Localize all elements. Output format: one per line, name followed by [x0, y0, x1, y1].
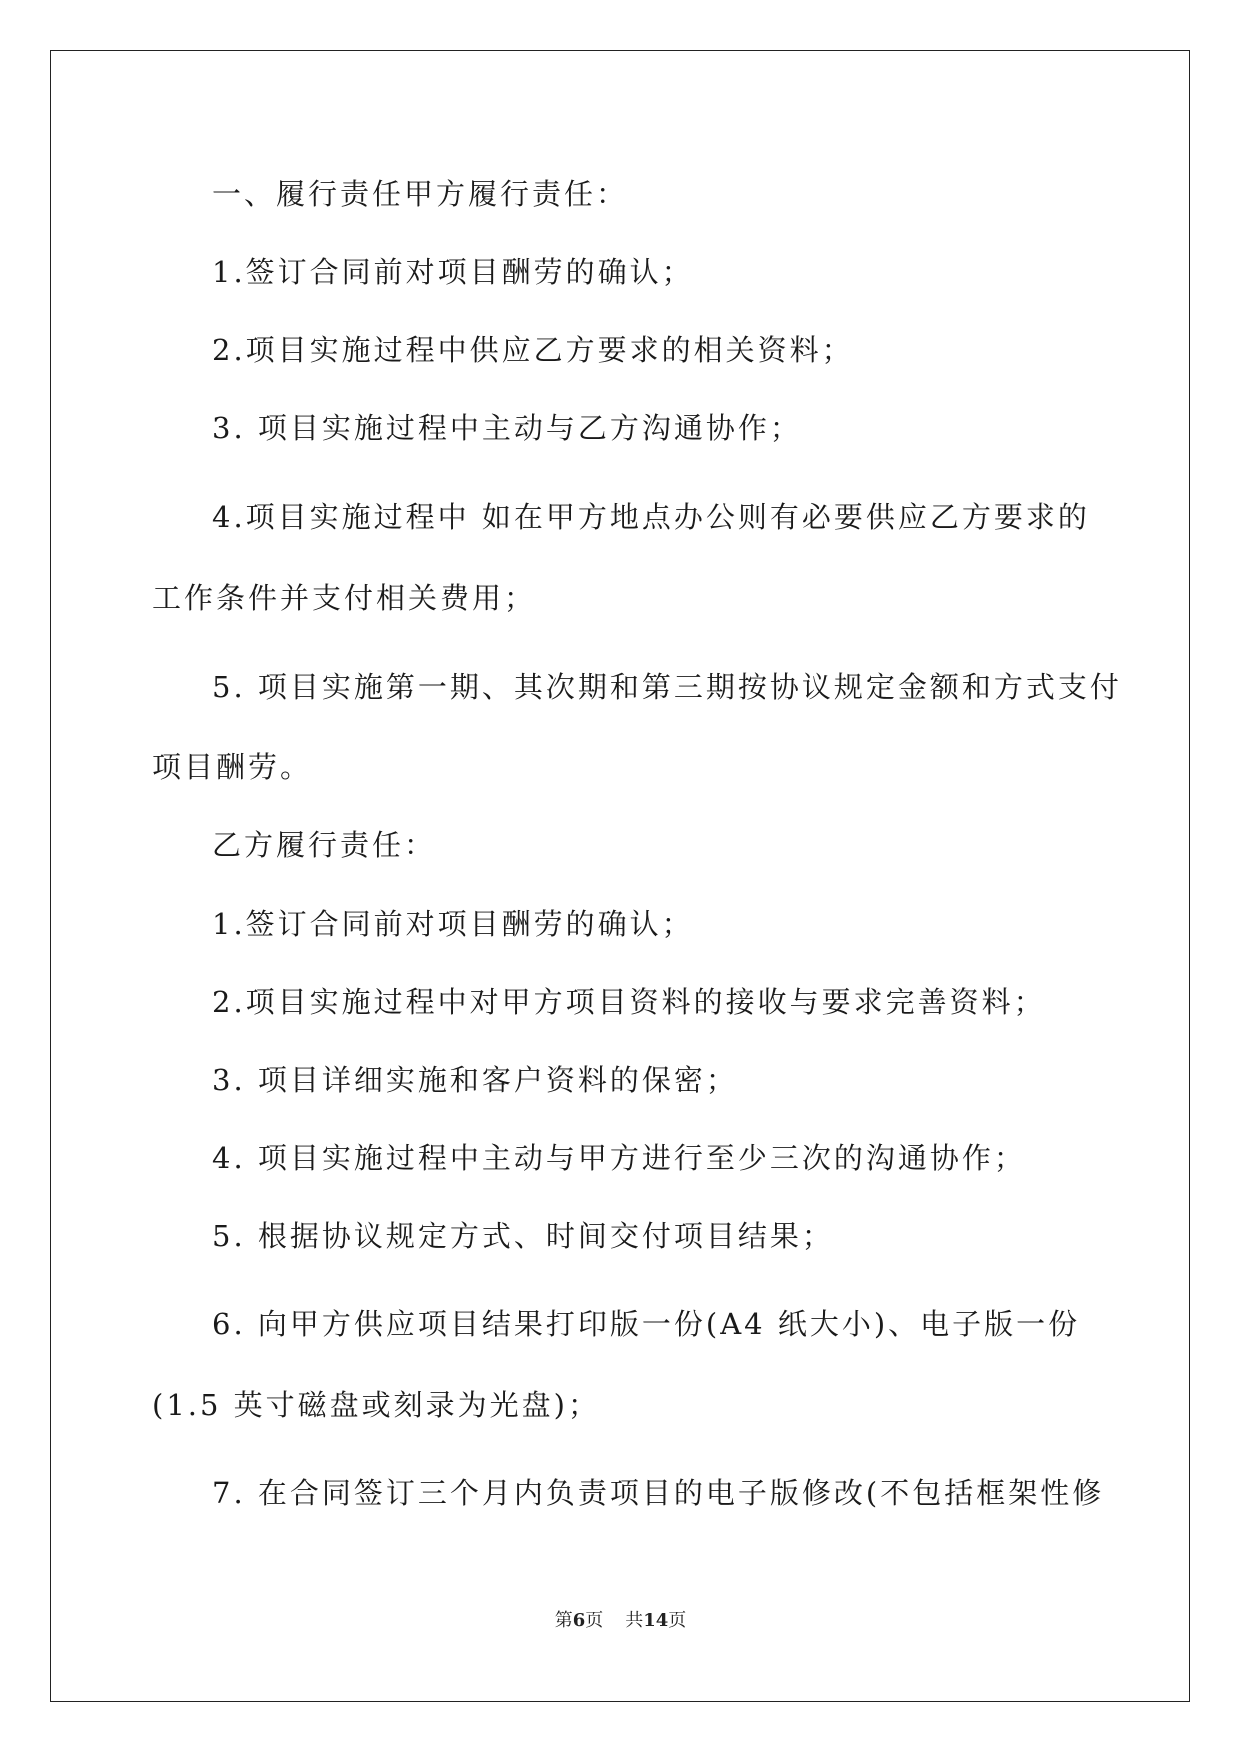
party-a-item-2: 2.项目实施过程中供应乙方要求的相关资料； — [212, 333, 854, 367]
page-frame — [50, 50, 1190, 1702]
party-a-item-4: 4.项目实施过程中 如在甲方地点办公则有必要供应乙方要求的 — [212, 500, 1090, 534]
page-number: 6 — [572, 1610, 586, 1631]
party-a-item-1: 1.签订合同前对项目酬劳的确认； — [212, 255, 694, 289]
party-b-heading: 乙方履行责任： — [212, 828, 437, 862]
party-b-item-3: 3. 项目详细实施和客户资料的保密； — [212, 1063, 738, 1097]
page-suffix: 页 — [585, 1610, 604, 1631]
party-a-item-5: 5. 项目实施第一期、其次期和第三期按协议规定金额和方式支付 — [212, 670, 1122, 704]
party-b-item-6: 6. 向甲方供应项目结果打印版一份(A4 纸大小)、电子版一份 — [212, 1307, 1081, 1341]
section-heading: 一、履行责任甲方履行责任： — [212, 177, 629, 211]
page-prefix: 第 — [554, 1610, 573, 1631]
party-b-item-1: 1.签订合同前对项目酬劳的确认； — [212, 907, 694, 941]
total-pages: 14 — [643, 1610, 669, 1631]
party-b-item-5: 5. 根据协议规定方式、时间交付项目结果； — [212, 1219, 834, 1253]
party-b-item-4: 4. 项目实施过程中主动与甲方进行至少三次的沟通协作； — [212, 1141, 1026, 1175]
party-b-item-2: 2.项目实施过程中对甲方项目资料的接收与要求完善资料； — [212, 985, 1046, 1019]
total-prefix: 共 — [625, 1610, 644, 1631]
party-b-item-6-continued: (1.5 英寸磁盘或刻录为光盘)； — [152, 1388, 600, 1422]
party-a-item-3: 3. 项目实施过程中主动与乙方沟通协作； — [212, 411, 802, 445]
party-a-item-5-continued: 项目酬劳。 — [152, 750, 313, 784]
party-b-item-7: 7. 在合同签订三个月内负责项目的电子版修改(不包括框架性修 — [212, 1476, 1105, 1510]
party-a-item-4-continued: 工作条件并支付相关费用； — [152, 581, 537, 615]
page-footer — [0, 1606, 1241, 1632]
total-suffix: 页 — [668, 1610, 687, 1631]
